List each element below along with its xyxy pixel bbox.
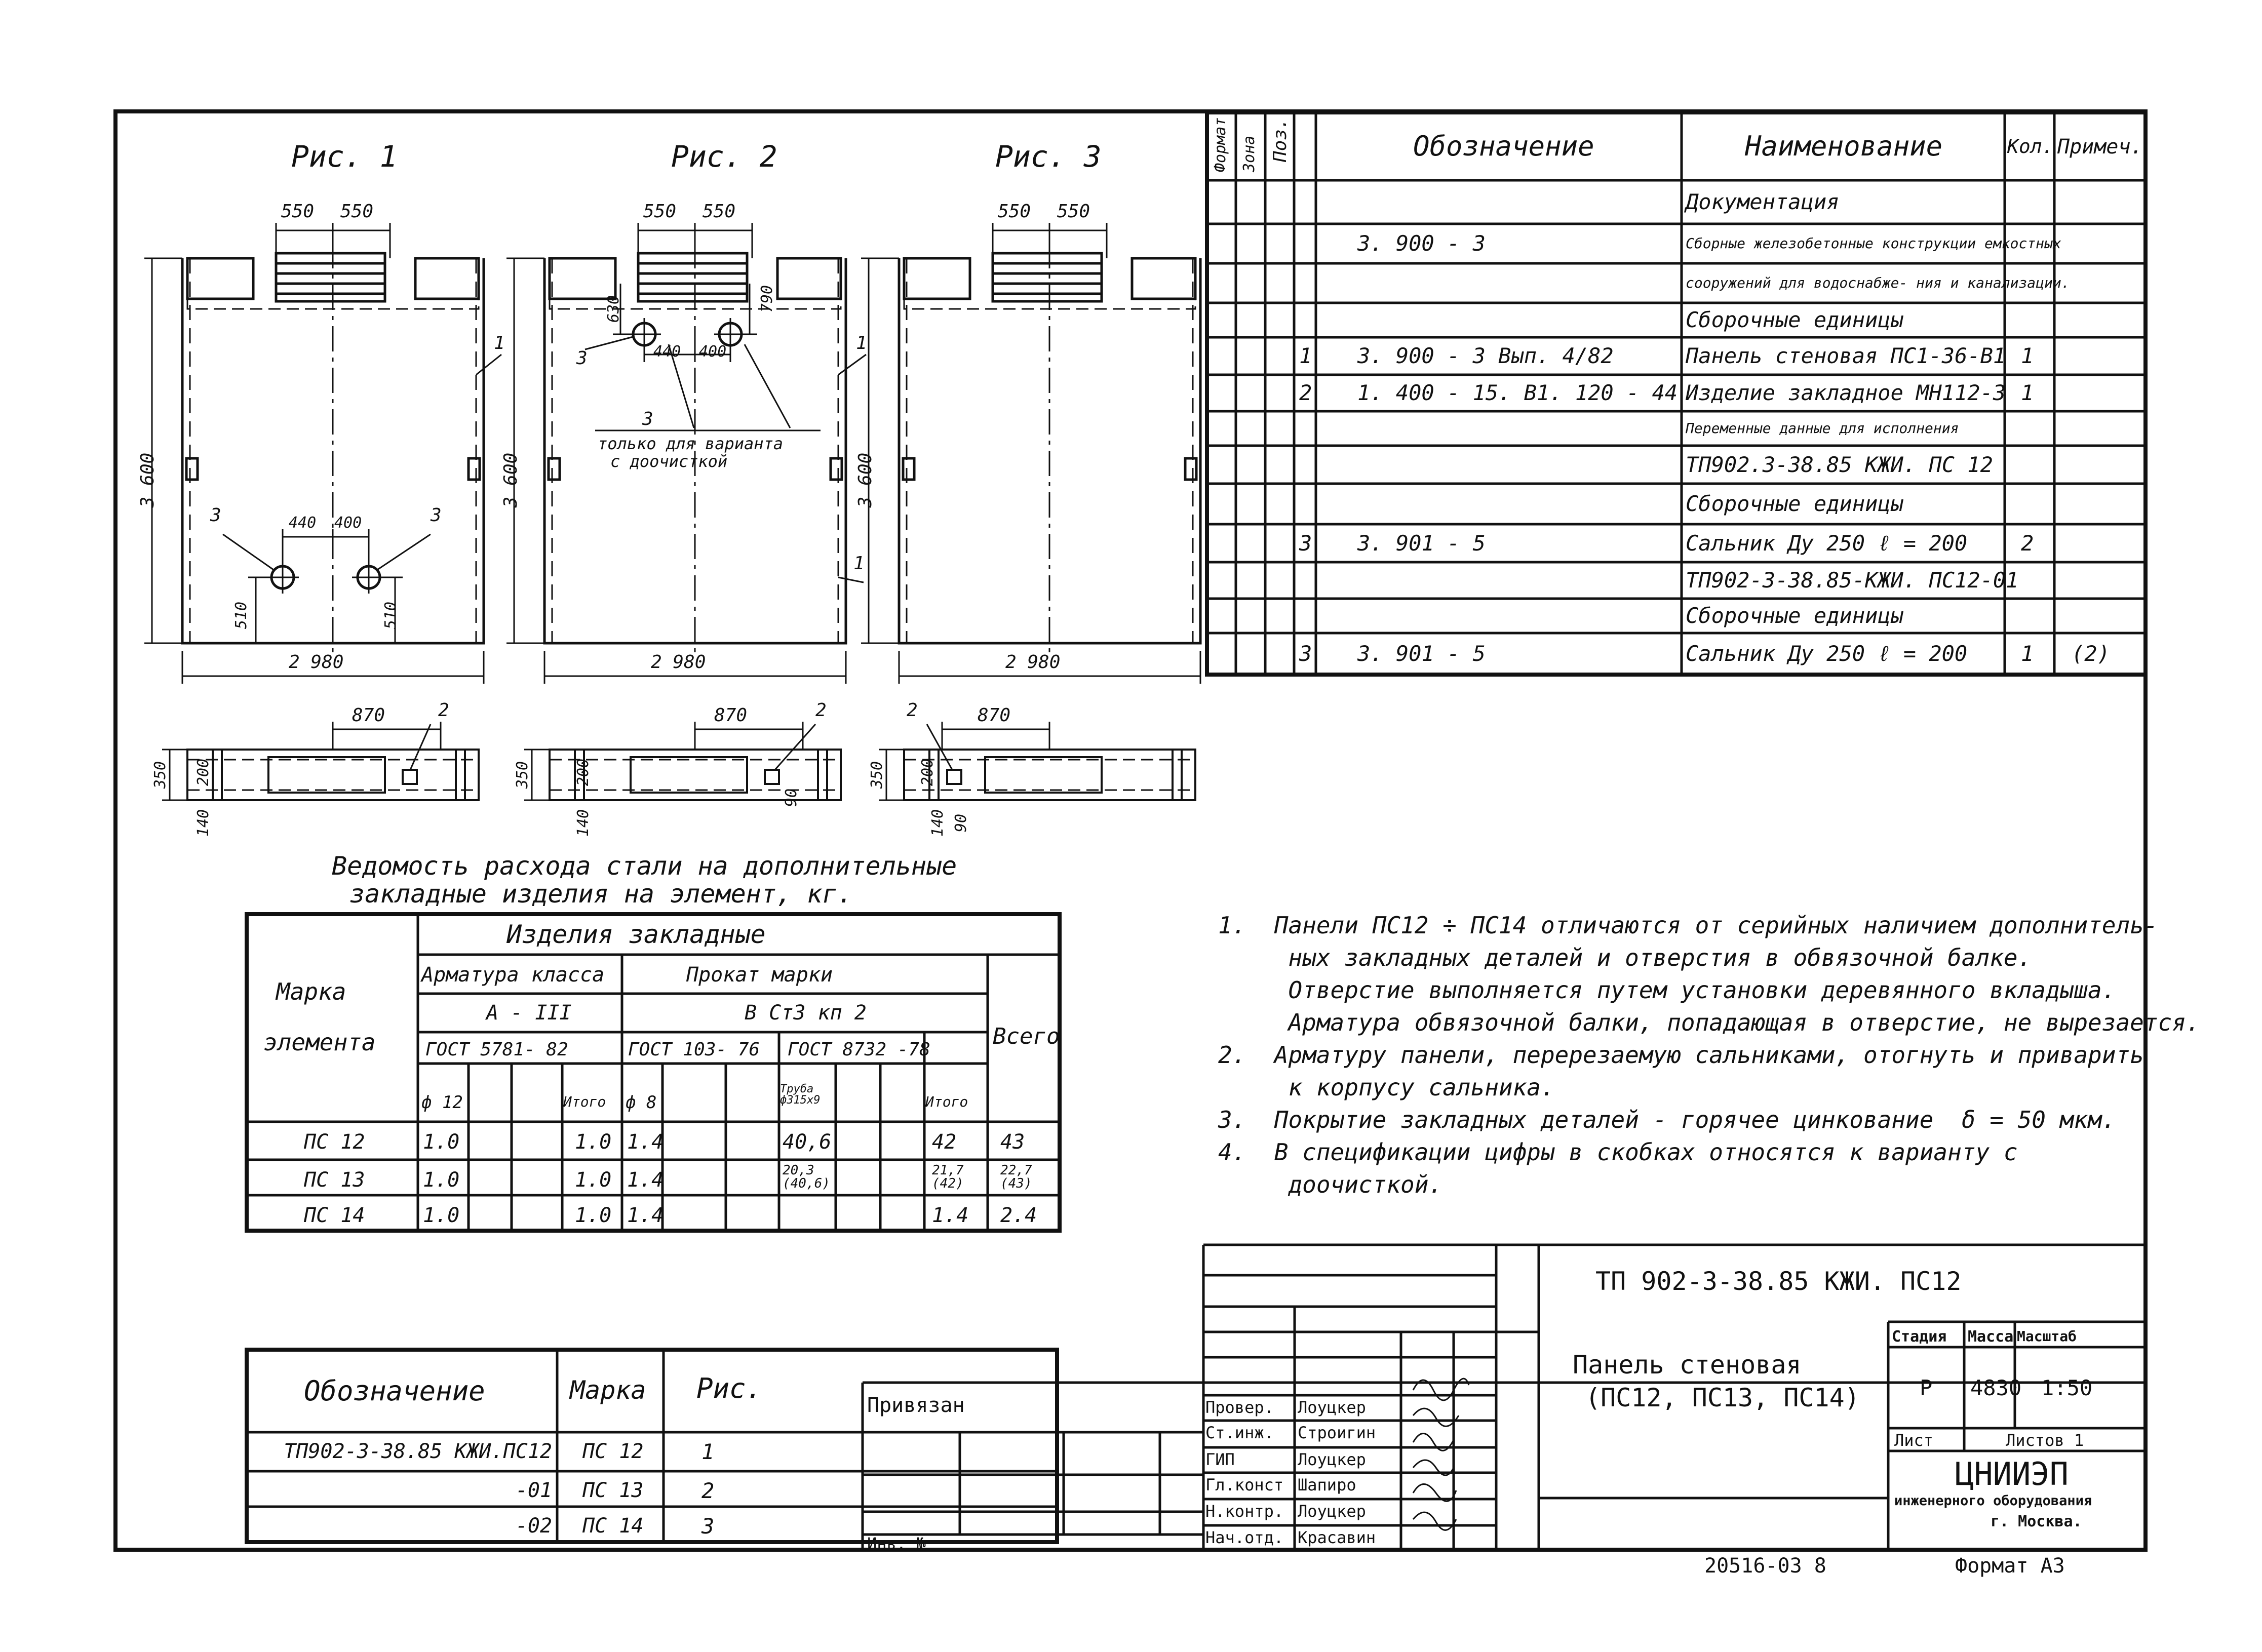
role-name: Лоуцкер <box>1298 1450 1366 1469</box>
steel-d8: 1.4 <box>627 1130 664 1154</box>
fig2-note: только для варианта <box>598 434 784 453</box>
steel-h-pipe: Труба ф315х9 <box>780 1083 821 1107</box>
steel-h-d12: ф 12 <box>421 1092 463 1113</box>
spec-name: Изделие закладное МН112-3 <box>1686 380 2006 405</box>
mark-designation: -01 <box>515 1479 552 1502</box>
spec-h-pos: Поз. <box>1270 118 1291 162</box>
spec-note: (2) <box>2072 641 2110 666</box>
dim-510: 510 <box>382 601 400 630</box>
mark-h-fig: Рис. <box>696 1372 763 1404</box>
role-name: Шапиро <box>1298 1475 1356 1494</box>
steel-h-rebar: Арматура класса <box>421 963 605 987</box>
fig2-title: Рис. 2 <box>671 139 777 174</box>
note-line: Арматура обвязочной балки, попадающая в отверстие, не вырезается. <box>1218 1009 2200 1036</box>
dim-870: 870 <box>714 705 748 726</box>
org-name: ЦНИИЭП <box>1955 1456 2069 1492</box>
spec-designation: 3. 900 - 3 Вып. 4/82 <box>1357 343 1614 368</box>
mark-designation: ТП902-3-38.85 КЖИ.ПС12 <box>284 1440 552 1463</box>
pos-1: 1 <box>853 553 865 574</box>
note-line: 4. В спецификации цифры в скобках относятся к варианту с <box>1218 1138 2018 1166</box>
spec-name: Сборочные единицы <box>1686 491 1903 516</box>
dim-440: 440 <box>653 343 681 361</box>
role-name: Красавин <box>1298 1528 1376 1547</box>
dim-height: 3 600 <box>137 452 159 508</box>
steel-h-rolled: Прокат марки <box>686 963 833 987</box>
dim-550: 550 <box>281 201 315 222</box>
spec-designation: 3. 901 - 5 <box>1357 641 1486 666</box>
dim-width: 2 980 <box>289 652 344 673</box>
spec-qty: 1 <box>2021 641 2034 666</box>
spec-name: Сальник Ду 250 ℓ = 200 <box>1686 641 1968 666</box>
dim-550: 550 <box>643 201 677 222</box>
mark-designation: -02 <box>515 1514 552 1538</box>
dim-200: 200 <box>919 758 937 786</box>
fig1-elevation <box>144 223 501 684</box>
scale-value: 1:50 <box>2041 1375 2093 1400</box>
fig1-title: Рис. 1 <box>291 139 398 174</box>
note-line: Отверстие выполняется путем установки деревянного вкладыша. <box>1218 976 2116 1004</box>
inv-label: Инв. № <box>867 1534 926 1553</box>
dim-550: 550 <box>1057 201 1090 222</box>
doc-title: Панель стеновая <box>1573 1350 1802 1380</box>
spec-designation: 1. 400 - 15. В1. 120 - 44 <box>1357 380 1678 405</box>
steel-pipe: 40,6 <box>783 1130 832 1154</box>
org-city: г. Москва. <box>1991 1513 2082 1530</box>
spec-pos: 3 <box>1299 530 1312 556</box>
role-name: Лоуцкер <box>1298 1502 1366 1521</box>
format-label: Формат А3 <box>1955 1554 2065 1578</box>
spec-name: Панель стеновая ПС1-36-В1 <box>1686 343 2006 368</box>
fig2-note-num: 3 <box>642 409 653 429</box>
dim-350: 350 <box>868 761 886 789</box>
doc-number: 20516-03 8 <box>1704 1554 1826 1578</box>
steel-total: 22,7 (43) <box>1000 1163 1032 1191</box>
role-title: Н.контр. <box>1205 1502 1284 1521</box>
spec-name: Переменные данные для исполнения <box>1686 420 1959 437</box>
dim-90: 90 <box>783 788 801 807</box>
steel-h-itog: Итого <box>563 1093 606 1110</box>
pos-2: 2 <box>907 700 918 721</box>
steel-h-gost: ГОСТ 103- 76 <box>628 1039 760 1060</box>
dim-790: 790 <box>758 285 776 313</box>
spec-h-zone: Зона <box>1240 135 1258 172</box>
privyazan-label: Привязан <box>867 1394 965 1417</box>
spec-pos: 3 <box>1299 641 1312 666</box>
mark-fig: 3 <box>701 1514 715 1539</box>
pos-3: 3 <box>576 348 588 369</box>
steel-h-gost: ГОСТ 5781- 82 <box>425 1039 568 1060</box>
mark-fig: 1 <box>701 1439 715 1464</box>
spec-pos: 1 <box>1299 343 1312 368</box>
steel-h-total: Всего <box>993 1024 1060 1049</box>
pos-3: 3 <box>431 505 442 526</box>
mass-header: Масса <box>1968 1328 2014 1346</box>
spec-name: Сборные железобетонные конструкции емкостных <box>1686 235 2061 252</box>
steel-itog: 1.0 <box>575 1130 612 1154</box>
dim-height: 3 600 <box>855 452 876 508</box>
mark-h-mark: Марка <box>570 1375 646 1405</box>
fig2-note: с доочисткой <box>610 452 728 471</box>
dim-630: 630 <box>605 295 623 323</box>
mass-value: 4830 <box>1970 1375 2022 1400</box>
steel-h-itog2: Итого <box>925 1093 968 1110</box>
spec-designation: 3. 900 - 3 <box>1357 231 1486 256</box>
stage-header: Стадия <box>1892 1328 1947 1346</box>
dim-550: 550 <box>703 201 736 222</box>
dim-height: 3 600 <box>500 452 522 508</box>
steel-h-gost: ГОСТ 8732 -78 <box>788 1039 930 1060</box>
steel-itog2: 42 <box>932 1130 957 1154</box>
dim-550: 550 <box>998 201 1031 222</box>
role-name: Лоуцкер <box>1298 1398 1366 1417</box>
role-title: Ст.инж. <box>1205 1423 1274 1442</box>
dim-870: 870 <box>978 705 1011 726</box>
stage-value: Р <box>1920 1375 1933 1400</box>
mark-value: ПС 14 <box>582 1514 644 1538</box>
mark-fig: 2 <box>701 1478 715 1503</box>
dim-400: 400 <box>334 514 362 532</box>
spec-name: сооружений для водоснабже- ния и канализации. <box>1686 274 2070 291</box>
dim-350: 350 <box>514 761 532 789</box>
fig3-title: Рис. 3 <box>995 139 1102 174</box>
note-line: доочисткой. <box>1218 1171 1443 1198</box>
plan-sections <box>162 722 1195 800</box>
spec-h-qty: Кол. <box>2007 135 2054 158</box>
dim-870: 870 <box>352 705 385 726</box>
spec-name: Документация <box>1686 189 1840 214</box>
steel-pipe: 20,3 (40,6) <box>783 1163 830 1191</box>
spec-pos: 2 <box>1299 380 1312 405</box>
dim-200: 200 <box>574 758 593 786</box>
steel-mark: ПС 13 <box>304 1168 365 1192</box>
spec-name: Сборочные единицы <box>1686 603 1903 628</box>
pos-1: 1 <box>856 333 867 353</box>
steel-itog2: 1.4 <box>932 1204 969 1227</box>
spec-name: ТП902.3-38.85 КЖИ. ПС 12 <box>1686 452 1993 477</box>
spec-qty: 1 <box>2021 343 2034 368</box>
doc-code: ТП 902-3-38.85 КЖИ. ПС12 <box>1595 1267 1962 1296</box>
spec-qty: 1 <box>2021 380 2034 405</box>
spec-h-note: Примеч. <box>2057 135 2143 159</box>
note-line: 3. Покрытие закладных деталей - горячее цинкование δ = 50 мкм. <box>1218 1106 2116 1133</box>
role-title: ГИП <box>1205 1450 1235 1469</box>
note-line: 1. Панели ПС12 ÷ ПС14 отличаются от серийных наличием дополнитель- <box>1218 912 2158 939</box>
dim-140: 140 <box>929 809 947 837</box>
role-title: Провер. <box>1205 1398 1274 1417</box>
steel-itog: 1.0 <box>575 1168 612 1192</box>
steel-d12: 1.0 <box>423 1130 460 1154</box>
steel-d12: 1.0 <box>423 1204 460 1227</box>
pos-3: 3 <box>210 505 221 526</box>
steel-title: Ведомость расхода стали на дополнительные <box>332 851 957 881</box>
spec-h-name: Наименование <box>1745 130 1943 162</box>
spec-designation: 3. 901 - 5 <box>1357 530 1486 556</box>
mark-value: ПС 13 <box>582 1479 644 1502</box>
spec-h-designation: Обозначение <box>1413 130 1594 162</box>
dim-90: 90 <box>952 813 970 833</box>
dim-350: 350 <box>151 761 170 789</box>
mark-h-des: Обозначение <box>304 1375 485 1407</box>
fig3-elevation <box>861 223 1200 684</box>
org-sub: инженерного оборудования <box>1894 1493 2092 1509</box>
steel-h-mark: Марка <box>276 978 346 1005</box>
note-line: к корпусу сальника. <box>1218 1074 1555 1101</box>
role-title: Гл.конст <box>1205 1475 1284 1494</box>
dim-400: 400 <box>699 343 727 361</box>
note-line: 2. Арматуру панели, перерезаемую сальниками, отогнуть и приварить <box>1218 1041 2144 1069</box>
steel-h-mark: элемента <box>263 1029 376 1056</box>
dim-550: 550 <box>340 201 374 222</box>
scale-header: Масштаб <box>2017 1328 2077 1345</box>
steel-total: 43 <box>1000 1130 1025 1154</box>
steel-itog: 1.0 <box>575 1204 612 1227</box>
sheets-header: Листов 1 <box>2006 1431 2084 1450</box>
steel-h-bst: В Ст3 кп 2 <box>745 1001 867 1025</box>
spec-name: ТП902-3-38.85-КЖИ. ПС12-01 <box>1686 568 2019 593</box>
steel-h-items: Изделия закладные <box>506 920 766 949</box>
steel-d8: 1.4 <box>627 1168 664 1192</box>
steel-total: 2.4 <box>1000 1204 1037 1227</box>
steel-d12: 1.0 <box>423 1168 460 1192</box>
dim-440: 440 <box>289 514 317 532</box>
role-name: Строигин <box>1298 1423 1376 1442</box>
steel-mark: ПС 14 <box>304 1204 365 1227</box>
pos-2: 2 <box>438 700 449 721</box>
spec-h-format: Формат <box>1212 117 1229 172</box>
pos-2: 2 <box>815 700 827 721</box>
note-line: ных закладных деталей и отверстия в обвязочной балке. <box>1218 944 2032 971</box>
dim-width: 2 980 <box>1005 652 1061 673</box>
dim-200: 200 <box>194 758 213 786</box>
mark-value: ПС 12 <box>582 1440 644 1463</box>
steel-title: закладные изделия на элемент, кг. <box>349 879 853 909</box>
dim-width: 2 980 <box>651 652 706 673</box>
doc-subtitle: (ПС12, ПС13, ПС14) <box>1585 1383 1860 1412</box>
steel-mark: ПС 12 <box>304 1130 365 1154</box>
pos-1: 1 <box>494 333 505 353</box>
notes-block <box>1218 909 2200 1201</box>
spec-name: Сборочные единицы <box>1686 307 1903 332</box>
steel-h-a3: А - III <box>486 1001 572 1025</box>
signatures <box>1413 1379 1469 1530</box>
dim-510: 510 <box>232 601 251 630</box>
role-title: Нач.отд. <box>1205 1528 1284 1547</box>
dim-140: 140 <box>574 809 593 837</box>
steel-d8: 1.4 <box>627 1204 664 1227</box>
sheet-header: Лист <box>1894 1431 1934 1450</box>
steel-h-d8: ф 8 <box>626 1092 657 1113</box>
dim-140: 140 <box>194 809 213 837</box>
spec-qty: 2 <box>2021 530 2034 556</box>
steel-itog2: 21,7 (42) <box>932 1163 964 1191</box>
spec-name: Сальник Ду 250 ℓ = 200 <box>1686 530 1968 556</box>
